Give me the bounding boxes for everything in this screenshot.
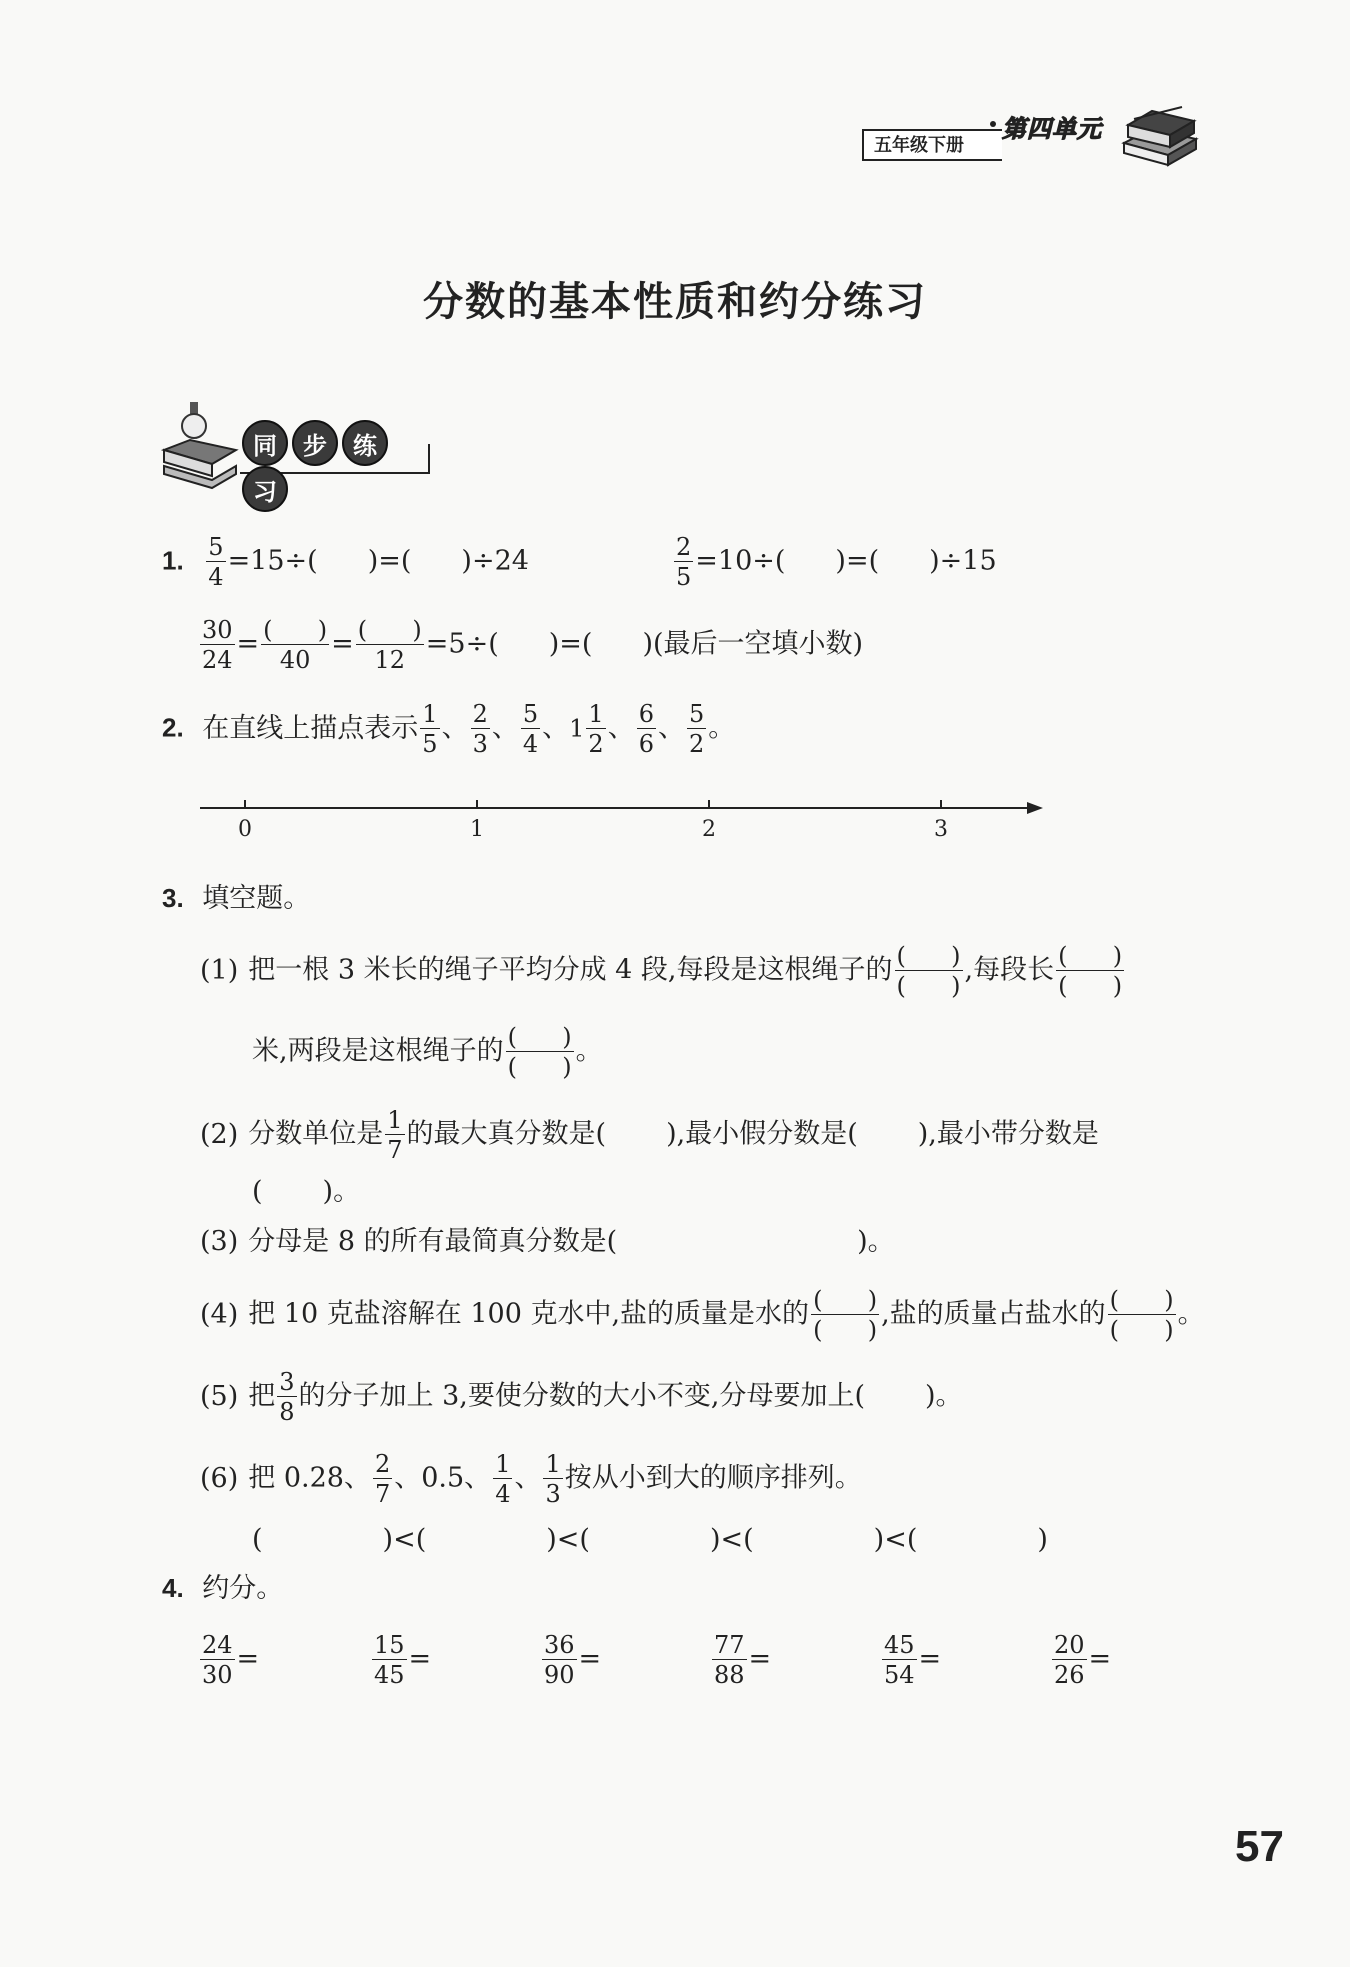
- q4-fraction-4-num: 77: [714, 1631, 745, 1659]
- q4-fraction-1-num: 24: [202, 1631, 233, 1659]
- q1-c-text3: )(最后一空填小数): [642, 628, 864, 660]
- q3-p2-line-a: [200, 1108, 1099, 1162]
- q4-fraction-2: [370, 1633, 431, 1687]
- q4-eq: =: [748, 1643, 772, 1675]
- q4-fraction-6-den: 26: [1054, 1661, 1085, 1689]
- q1-blank-fraction-2-den: 12: [356, 644, 424, 672]
- header-unit: 第四单元: [1002, 116, 1102, 143]
- section-label-char: 步: [292, 420, 338, 466]
- q3-p2-fraction-den: 7: [387, 1136, 403, 1164]
- q1-b-text2: )=(: [835, 545, 880, 577]
- q4-fraction-1-den: 30: [202, 1661, 233, 1689]
- page-number: 57: [1235, 1822, 1284, 1871]
- section-badge: [160, 400, 440, 506]
- q3-p5-fraction-den: 8: [279, 1398, 295, 1426]
- q2-fraction-4: [637, 702, 656, 756]
- q2-number: 2.: [162, 712, 184, 743]
- q2-fraction-5: [687, 702, 706, 756]
- q2-fraction-4-den: 6: [638, 730, 654, 758]
- q1-blank-fraction-2: ( ) 12: [357, 616, 422, 674]
- q2-mixed-fraction: [586, 702, 605, 756]
- q3-p1-text1: 把一根 3 米长的绳子平均分成 4 段,每段是这根绳子的: [248, 954, 893, 986]
- q4-fraction-4-den: 88: [714, 1661, 745, 1689]
- q3-p6-text2: 、0.5、: [394, 1462, 492, 1494]
- q3-p4-line: [200, 1288, 1205, 1342]
- q3-p6-text3: 、: [514, 1462, 542, 1494]
- page-title: 分数的基本性质和约分练习: [423, 278, 927, 325]
- q1-blank-fraction-1-den: 40: [261, 644, 329, 672]
- q3-p5-text1: 把: [248, 1380, 276, 1412]
- axis-tick-label: 1: [470, 817, 484, 842]
- section-label: [242, 420, 440, 512]
- order-paren: ): [1037, 1524, 1048, 1555]
- q3-p2-text6: )。: [322, 1176, 361, 1207]
- q3-p4-text2: ,盐的质量占盐水的: [881, 1298, 1106, 1330]
- q3-p2-label: (2): [200, 1118, 239, 1150]
- q3-p2-fraction-num: 1: [387, 1106, 403, 1134]
- q3-p4-blank-2: ( ) ( ): [1109, 1286, 1174, 1344]
- q4-line: [162, 1568, 283, 1609]
- q3-p5-fraction: [277, 1370, 296, 1424]
- q2-fraction-3-den: 4: [522, 730, 539, 758]
- q3-p2-text3: ),最小假分数是(: [666, 1118, 858, 1150]
- q3-p3-label: (3): [200, 1226, 239, 1257]
- q1-fraction-a-num: 5: [208, 533, 224, 561]
- q2-mixed-fraction-num: 1: [588, 700, 604, 728]
- q2-fraction-1: [420, 702, 439, 756]
- q1-fraction-b: [674, 535, 693, 589]
- q2-sep: 、: [607, 712, 635, 744]
- q3-p5-text3: )。: [925, 1380, 963, 1412]
- q3-p6-order-line: [252, 1520, 1048, 1560]
- q3-p6-fraction-3-den: 3: [545, 1480, 561, 1508]
- q2-fraction-5-den: 2: [688, 730, 705, 758]
- q4-eq: =: [578, 1643, 602, 1675]
- header: [860, 95, 1200, 170]
- q3-p6-fraction-1-num: 2: [374, 1450, 391, 1478]
- section-label-char: 练: [342, 420, 388, 466]
- q3-p6-line: [200, 1452, 862, 1506]
- q1-a-text3: )÷24: [461, 545, 529, 577]
- q3-p1-blank-1: ( ) ( ): [896, 942, 961, 1000]
- q2-line: [162, 702, 735, 756]
- q3-p2-text4: ),最小带分数是: [917, 1118, 1099, 1150]
- books-icon: [1120, 99, 1200, 171]
- q3-p6-fraction-1-den: 7: [374, 1480, 391, 1508]
- q1-line-b: [672, 535, 997, 589]
- q3-p5-fraction-num: 3: [279, 1368, 295, 1396]
- q2-end: 。: [708, 712, 736, 744]
- q4-fraction-4: [710, 1633, 771, 1687]
- q1-fraction-c-num: 30: [202, 616, 233, 644]
- q3-p1-end: 。: [575, 1035, 603, 1067]
- q2-sep: 、: [441, 712, 469, 744]
- order-lt: )<(: [709, 1524, 754, 1555]
- q3-text: 填空题。: [202, 883, 311, 914]
- q3-p6-fraction-2: [493, 1452, 512, 1506]
- q3-number: 3.: [162, 883, 184, 913]
- order-lt: )<(: [382, 1524, 427, 1555]
- q4-number: 4.: [162, 1573, 184, 1603]
- q3-p6-fraction-2-den: 4: [495, 1480, 511, 1508]
- q2-fraction-2-num: 2: [472, 700, 488, 728]
- q4-fraction-5-den: 54: [884, 1661, 915, 1689]
- q3-p5-label: (5): [200, 1380, 239, 1412]
- q1-line-c: [198, 618, 863, 672]
- q1-fraction-c-den: 24: [202, 646, 233, 674]
- books-lamp-icon: [160, 400, 240, 490]
- number-line: [195, 790, 1045, 850]
- order-lt: )<(: [873, 1524, 918, 1555]
- q4-eq: =: [236, 1643, 260, 1675]
- number-line-arrow: [1027, 802, 1043, 814]
- q3-p4-label: (4): [200, 1298, 239, 1330]
- q2-fraction-2: [471, 702, 490, 756]
- q3-p2-text1: 分数单位是: [248, 1118, 384, 1150]
- q3-p2-text2: 的最大真分数是(: [406, 1118, 607, 1150]
- q3-p2-fraction: [385, 1108, 404, 1162]
- q2-fraction-2-den: 3: [472, 730, 488, 758]
- q4-fraction-1: [198, 1633, 259, 1687]
- q2-fraction-5-num: 5: [688, 700, 705, 728]
- q3-p6-fraction-2-num: 1: [495, 1450, 511, 1478]
- q1-fraction-a-den: 4: [208, 563, 224, 591]
- q4-text: 约分。: [202, 1573, 284, 1604]
- q3-p3-text1: 分母是 8 的所有最简真分数是(: [248, 1226, 618, 1257]
- q3-p6-text1: 把 0.28、: [248, 1462, 371, 1494]
- header-dot: [990, 121, 996, 127]
- q3-line: [162, 878, 310, 919]
- q1-a-text2: )=(: [367, 545, 412, 577]
- q1-fraction-c: [200, 618, 235, 672]
- q2-fraction-3-num: 5: [522, 700, 539, 728]
- q3-p1-text3: 米,两段是这根绳子的: [252, 1035, 504, 1067]
- q2-sep: 、: [542, 712, 570, 744]
- q1-c-text1: =5÷(: [425, 628, 499, 660]
- q2-text: 在直线上描点表示: [202, 712, 419, 744]
- q3-p6-label: (6): [200, 1462, 239, 1494]
- q1-b-text3: )÷15: [929, 545, 997, 577]
- q3-p3-line: [200, 1222, 895, 1262]
- q1-line-a: [162, 535, 529, 589]
- q3-p1-blank-2: ( ) ( ): [1058, 942, 1123, 1000]
- q1-blank-fraction-1: ( ) 40: [263, 616, 328, 674]
- q4-fraction-3-den: 90: [544, 1661, 575, 1689]
- q4-fraction-5: [880, 1633, 941, 1687]
- q2-sep: 、: [491, 712, 519, 744]
- q4-fraction-5-num: 45: [884, 1631, 915, 1659]
- q3-p2-text5: (: [252, 1176, 263, 1207]
- q4-fraction-2-num: 15: [374, 1631, 405, 1659]
- header-grade: 五年级下册: [874, 135, 964, 155]
- q4-fraction-2-den: 45: [374, 1661, 405, 1689]
- q1-c-text2: )=(: [548, 628, 593, 660]
- q1-number: 1.: [162, 545, 184, 576]
- q3-p5-text2: 的分子加上 3,要使分数的大小不变,分母要加上(: [298, 1380, 865, 1412]
- q1-fraction-a: [206, 535, 225, 589]
- q3-p1-text2: ,每段长: [964, 954, 1055, 986]
- q2-fraction-3: [521, 702, 540, 756]
- q3-p4-text1: 把 10 克盐溶解在 100 克水中,盐的质量是水的: [248, 1298, 810, 1330]
- q3-p5-line: [200, 1370, 963, 1424]
- q3-p4-blank-1: ( ) ( ): [813, 1286, 878, 1344]
- q3-p3-text2: )。: [857, 1226, 895, 1257]
- q3-p6-fraction-3: [543, 1452, 562, 1506]
- q4-fraction-6: [1050, 1633, 1111, 1687]
- section-label-char: 同: [242, 420, 288, 466]
- q4-eq: =: [408, 1643, 432, 1675]
- q1-fraction-b-num: 2: [676, 533, 692, 561]
- q3-p1-line-a: [200, 944, 1126, 998]
- q4-eq: =: [1088, 1643, 1112, 1675]
- q1-b-text1: =10÷(: [695, 545, 786, 577]
- q3-p2-line-b: [252, 1172, 360, 1212]
- axis-tick-label: 3: [934, 817, 948, 842]
- axis-tick-label: 0: [238, 817, 252, 842]
- q3-p1-blank-3: ( ) ( ): [507, 1023, 572, 1081]
- q2-fraction-1-num: 1: [422, 700, 438, 728]
- section-label-char: 习: [242, 466, 288, 512]
- q3-p6-fraction-1: [373, 1452, 392, 1506]
- q4-fraction-3: [540, 1633, 601, 1687]
- q2-mixed-whole: 1: [569, 714, 585, 743]
- order-lt: )<(: [546, 1524, 590, 1555]
- q1-a-text1: =15÷(: [227, 545, 318, 577]
- q3-p1-line-b: [252, 1025, 603, 1079]
- q2-sep: 、: [657, 712, 685, 744]
- q3-p4-end: 。: [1177, 1298, 1205, 1330]
- q3-p1-label: (1): [200, 954, 239, 986]
- q3-p6-fraction-3-num: 1: [545, 1450, 561, 1478]
- axis-tick-label: 2: [702, 817, 716, 842]
- q3-p6-text4: 按从小到大的顺序排列。: [564, 1462, 862, 1494]
- q4-fraction-6-num: 20: [1054, 1631, 1085, 1659]
- q4-fraction-3-num: 36: [544, 1631, 575, 1659]
- q1-fraction-b-den: 5: [676, 563, 692, 591]
- q1-c-eq2: =: [331, 628, 354, 660]
- q2-mixed-fraction-den: 2: [588, 730, 604, 758]
- q4-eq: =: [918, 1643, 942, 1675]
- q2-fraction-1-den: 5: [422, 730, 438, 758]
- q1-c-eq1: =: [236, 628, 260, 660]
- q2-fraction-4-num: 6: [638, 700, 654, 728]
- order-paren: (: [252, 1524, 263, 1555]
